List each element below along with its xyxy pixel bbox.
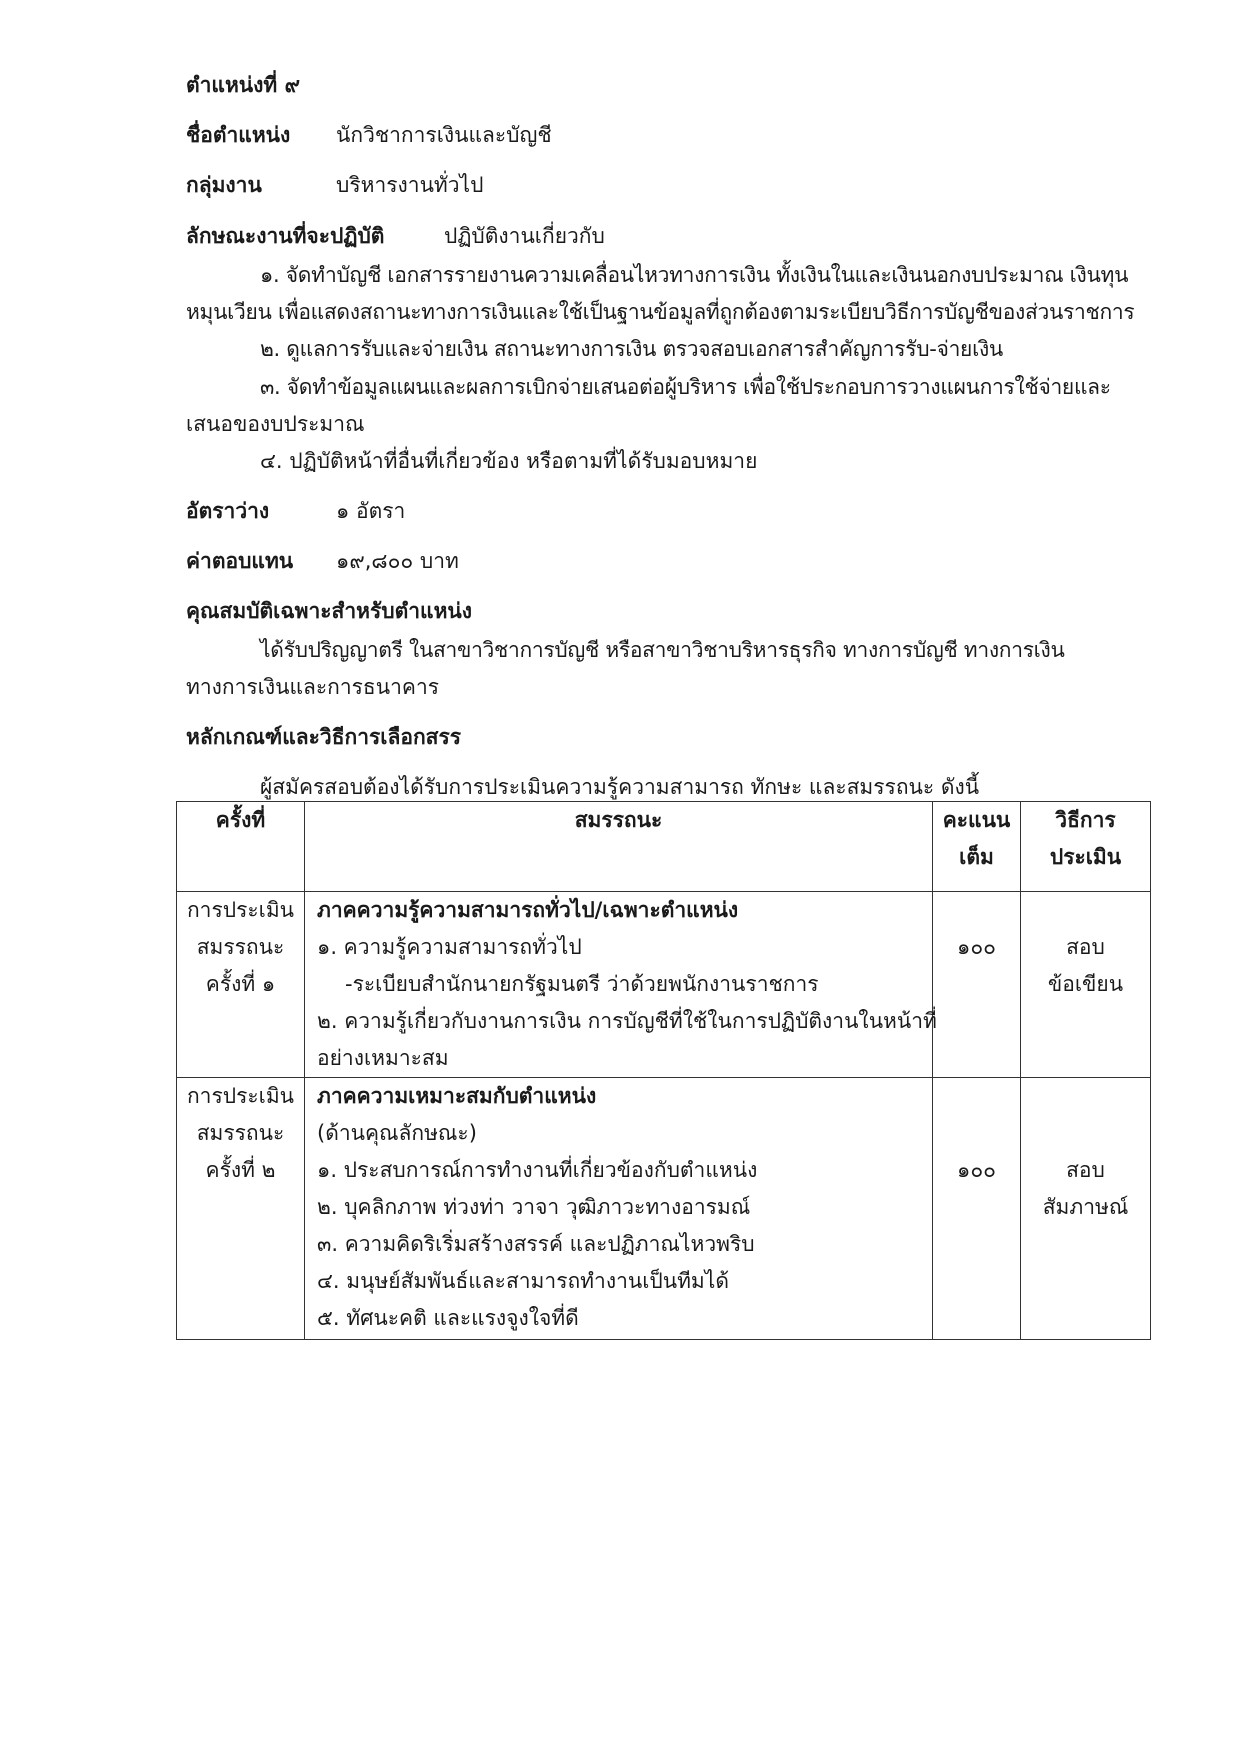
row-2-round-line-1: การประเมิน: [186, 1084, 295, 1108]
header-method-line-2: ประเมิน: [1049, 845, 1122, 869]
row-1-round: [177, 892, 305, 1078]
row-1-score-value: ๑๐๐: [957, 935, 996, 959]
position-number: ตำแหน่งที่ ๙: [186, 73, 300, 97]
row-1-competency: [305, 892, 937, 1078]
duties-intro: ปฏิบัติงานเกี่ยวกับ: [444, 224, 605, 248]
criteria-intro: ผู้สมัครสอบต้องได้รับการประเมินความรู้ความสามารถ ทักษะ และสมรรถนะ ดังนี้: [260, 775, 980, 799]
header-score-line-2: เต็ม: [959, 845, 994, 869]
duty-1-line-1: ๑. จัดทำบัญชี เอกสารรายงานความเคลื่อนไหวทางการเงิน ทั้งเงินในและเงินนอกงบประมาณ เงินทุน: [260, 263, 1129, 287]
table-row: [177, 892, 1151, 1078]
group-label: กลุ่มงาน: [186, 173, 262, 197]
duties-label: ลักษณะงานที่จะปฏิบัติ: [186, 224, 385, 248]
row-1-round-line-2: สมรรถนะ: [196, 935, 285, 959]
row-2-item: ๓. ความคิดริเริ่มสร้างสรรค์ และปฏิภาณไหวพริบ: [317, 1232, 755, 1256]
header-method-line-1: วิธีการ: [1055, 808, 1116, 832]
row-1-round-line-3: ครั้งที่ ๑: [205, 972, 276, 996]
header-score-line-1: คะแนน: [942, 808, 1011, 832]
duty-2: ๒. ดูแลการรับและจ่ายเงิน สถานะทางการเงิน ตรวจสอบเอกสารสำคัญการรับ-จ่ายเงิน: [260, 337, 1003, 361]
row-1-method: [1021, 892, 1151, 1078]
row-2-competency: [305, 1078, 933, 1340]
header-score: [933, 802, 1021, 892]
vacancy-label: อัตราว่าง: [186, 499, 270, 523]
qualification-line-1: ได้รับปริญญาตรี ในสาขาวิชาการบัญชี หรือสาขาวิชาบริหารธุรกิจ ทางการบัญชี ทางการเงิน: [260, 638, 1065, 662]
row-1-method-line-1: สอบ: [1066, 935, 1105, 959]
row-2-score-value: ๑๐๐: [957, 1158, 996, 1182]
vacancy-value: ๑ อัตรา: [336, 499, 406, 523]
qualification-label: คุณสมบัติเฉพาะสำหรับตำแหน่ง: [186, 599, 473, 623]
evaluation-table: [176, 801, 1151, 1340]
duty-3-line-2: เสนอของบประมาณ: [186, 412, 365, 436]
salary-value: ๑๙,๘๐๐ บาท: [336, 549, 459, 573]
qualification-line-2: ทางการเงินและการธนาคาร: [186, 675, 440, 699]
salary-label: ค่าตอบแทน: [186, 549, 294, 573]
row-2-method-line-2: สัมภาษณ์: [1042, 1195, 1129, 1219]
position-name: นักวิชาการเงินและบัญชี: [336, 123, 552, 147]
row-2-item: ๒. บุคลิกภาพ ท่วงท่า วาจา วุฒิภาวะทางอารมณ์: [317, 1195, 751, 1219]
row-2-method: [1021, 1078, 1151, 1340]
row-1-item: -ระเบียบสำนักนายกรัฐมนตรี ว่าด้วยพนักงานราชการ: [345, 972, 819, 996]
row-1-score: [933, 892, 1021, 1078]
row-1-item: อย่างเหมาะสม: [317, 1046, 449, 1070]
row-2-round: [177, 1078, 305, 1340]
header-round-text: ครั้งที่: [215, 808, 266, 832]
row-2-round-line-2: สมรรถนะ: [196, 1121, 285, 1145]
group-value: บริหารงานทั่วไป: [336, 173, 484, 197]
header-method: [1021, 802, 1151, 892]
position-name-label: ชื่อตำแหน่ง: [186, 123, 291, 147]
header-competency-text: สมรรถนะ: [574, 808, 663, 832]
row-2-method-line-1: สอบ: [1066, 1158, 1105, 1182]
header-round: [177, 802, 305, 892]
row-1-item: ๒. ความรู้เกี่ยวกับงานการเงิน การบัญชีที่ใช้ในการปฏิบัติงานในหน้าที่: [317, 1009, 937, 1033]
duty-4: ๔. ปฏิบัติหน้าที่อื่นที่เกี่ยวข้อง หรือตามที่ได้รับมอบหมาย: [260, 449, 758, 473]
row-2-score: [933, 1078, 1021, 1340]
row-2-round-line-3: ครั้งที่ ๒: [205, 1158, 276, 1182]
table-row: [177, 1078, 1151, 1340]
table-header-row: [177, 802, 1151, 892]
row-1-item: ๑. ความรู้ความสามารถทั่วไป: [317, 935, 582, 959]
row-1-method-line-2: ข้อเขียน: [1047, 972, 1124, 996]
row-2-item: ๕. ทัศนะคติ และแรงจูงใจที่ดี: [317, 1306, 579, 1330]
row-2-item: ๔. มนุษย์สัมพันธ์และสามารถทำงานเป็นทีมได้: [317, 1269, 729, 1293]
duty-1-line-2: หมุนเวียน เพื่อแสดงสถานะทางการเงินและใช้เป็นฐานข้อมูลที่ถูกต้องตามระเบียบวิธีการบัญชีของส่วนราชการ: [186, 300, 1135, 324]
row-1-title: ภาคความรู้ความสามารถทั่วไป/เฉพาะตำแหน่ง: [317, 898, 739, 922]
header-competency: [305, 802, 933, 892]
criteria-label: หลักเกณฑ์และวิธีการเลือกสรร: [186, 725, 462, 749]
row-2-title: ภาคความเหมาะสมกับตำแหน่ง: [317, 1084, 597, 1108]
row-2-item: (ด้านคุณลักษณะ): [317, 1121, 477, 1145]
row-1-round-line-1: การประเมิน: [186, 898, 295, 922]
row-2-item: ๑. ประสบการณ์การทำงานที่เกี่ยวข้องกับตำแหน่ง: [317, 1158, 758, 1182]
duty-3-line-1: ๓. จัดทำข้อมูลแผนและผลการเบิกจ่ายเสนอต่อผู้บริหาร เพื่อใช้ประกอบการวางแผนการใช้จ่ายและ: [260, 375, 1111, 399]
